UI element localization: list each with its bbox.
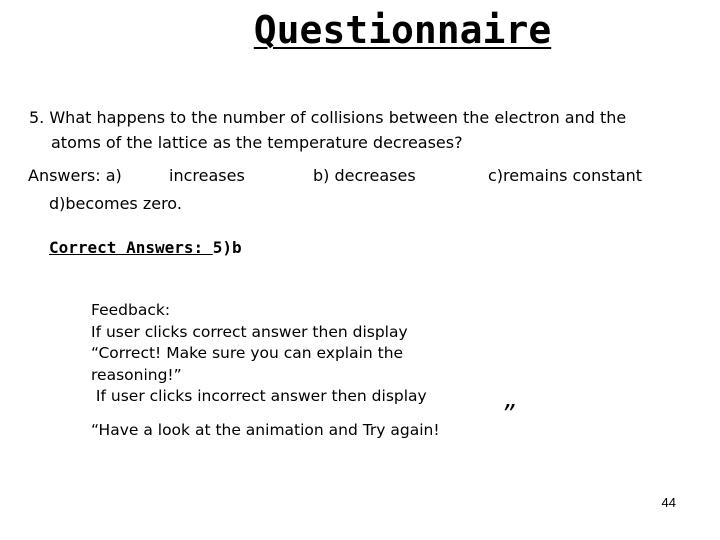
answer-option-b: b) decreases bbox=[313, 166, 416, 185]
feedback-line-5: “Have a look at the animation and Try again! bbox=[91, 421, 440, 439]
page-title: Questionnaire bbox=[253, 8, 552, 52]
feedback-heading: Feedback: bbox=[91, 301, 171, 319]
question-line-1: 5. What happens to the number of collisions between the electron and the bbox=[29, 108, 627, 127]
feedback-line-1: If user clicks correct answer then display bbox=[91, 322, 408, 341]
page-number: 44 bbox=[661, 495, 676, 510]
answers-row bbox=[28, 164, 688, 188]
answer-option-c: c)remains constant bbox=[488, 166, 643, 185]
correct-answers-value: 5)b bbox=[212, 238, 242, 257]
feedback-line-3: reasoning!” bbox=[91, 365, 182, 384]
answer-option-a: increases bbox=[169, 166, 245, 185]
answers-prefix: Answers: a) bbox=[28, 166, 122, 185]
feedback-block bbox=[91, 300, 427, 408]
correct-answers bbox=[49, 236, 242, 260]
feedback-line-4: If user clicks incorrect answer then display bbox=[91, 387, 427, 405]
correct-answers-label: Correct Answers: bbox=[49, 238, 213, 257]
answer-option-d: d)becomes zero. bbox=[49, 194, 182, 213]
feedback-line-2: “Correct! Make sure you can explain the bbox=[91, 344, 404, 362]
question-line-2: atoms of the lattice as the temperature decreases? bbox=[51, 133, 463, 152]
feedback-closing-quote: ” bbox=[501, 400, 515, 430]
